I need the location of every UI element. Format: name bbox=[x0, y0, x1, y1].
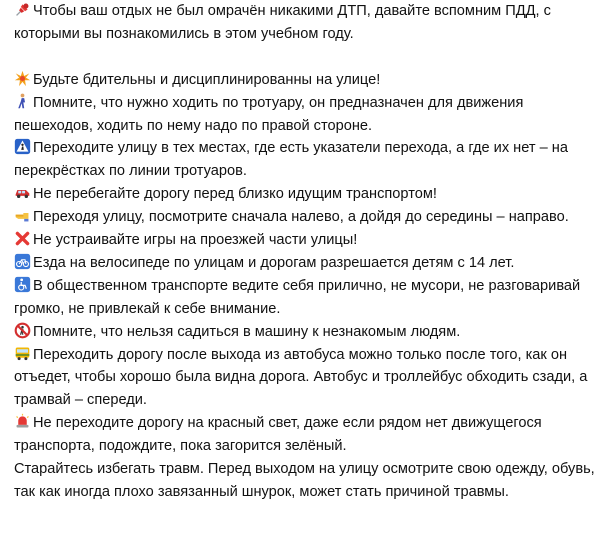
rule-text: Не переходите дорогу на красный свет, даже если рядом нет движущегося транспорта, подождите, пока загорится зелёный. bbox=[14, 415, 542, 455]
rule-item bbox=[14, 412, 605, 458]
rule-item bbox=[14, 229, 605, 252]
bicycle-icon bbox=[14, 253, 31, 270]
rule-text: В общественном транспорте ведите себя прилично, не мусори, не разговаривай громко, не привлекай к себе внимание. bbox=[14, 277, 581, 317]
rule-text: Помните, что нельзя садиться в машину к незнакомым людям. bbox=[33, 323, 461, 340]
blank-line bbox=[14, 46, 605, 69]
rule-item bbox=[14, 92, 605, 138]
rule-item bbox=[14, 344, 605, 413]
rule-text: Помните, что нужно ходить по тротуару, он предназначен для движения пешеходов, ходить по нему надо по правой стороне. bbox=[14, 94, 524, 134]
intro-text: Чтобы ваш отдых не был омрачён никакими ДТП, давайте вспомним ПДД, с которыми вы познакомились в этом учебном году. bbox=[14, 3, 551, 42]
rule-text: Будьте бдительны и дисциплинированны на улице! bbox=[33, 71, 381, 88]
crosswalk-sign-icon bbox=[14, 138, 31, 155]
rule-item bbox=[14, 206, 605, 229]
pushpin-icon bbox=[14, 1, 31, 18]
rule-item bbox=[14, 321, 605, 344]
rule-item bbox=[14, 252, 605, 275]
car-icon bbox=[14, 184, 31, 201]
rule-text: Езда на велосипеде по улицам и дорогам разрешается детям с 14 лет. bbox=[33, 254, 515, 271]
rule-text: Не устраивайте игры на проезжей части улицы! bbox=[33, 232, 358, 249]
rule-text: Переходите улицу в тех местах, где есть указатели перехода, а где их нет – на перекрёстках по линии тротуаров. bbox=[14, 140, 568, 180]
no-pedestrians-icon bbox=[14, 322, 31, 339]
rule-item bbox=[14, 69, 605, 92]
cross-mark-icon bbox=[14, 230, 31, 247]
rule-text: Не перебегайте дорогу перед близко идущим транспортом! bbox=[33, 186, 437, 203]
outro-paragraph: Старайтесь избегать травм. Перед выходом на улицу осмотрите свою одежду, обувь, так как иногда плохо завязанный шнурок, может стать причиной травмы. bbox=[14, 461, 595, 501]
rule-text: Переходя улицу, посмотрите сначала налево, а дойдя до середины – направо. bbox=[33, 209, 569, 226]
rule-text: Переходить дорогу после выхода из автобуса можно только после того, как он отъедет, чтобы хорошо была видна дорога. Автобус и троллейбус обходить сзади, а трамвай – спереди. bbox=[14, 346, 588, 409]
collision-icon bbox=[14, 70, 31, 87]
pointing-hand-icon bbox=[14, 207, 31, 224]
rule-item bbox=[14, 137, 605, 183]
pedestrian-icon bbox=[14, 93, 31, 110]
wheelchair-icon bbox=[14, 276, 31, 293]
rule-item bbox=[14, 183, 605, 206]
rule-item bbox=[14, 275, 605, 321]
police-light-icon bbox=[14, 413, 31, 430]
bus-icon bbox=[14, 345, 31, 362]
intro-paragraph bbox=[14, 0, 605, 46]
